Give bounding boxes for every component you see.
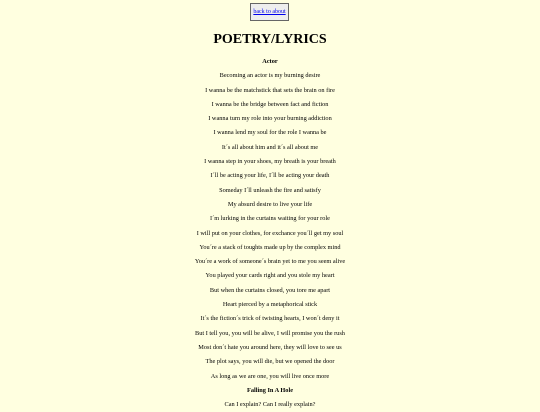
poem-line: You played your cards right and you stole my heart	[205, 272, 335, 280]
poem-line: As long as we are one, you will live once more	[210, 372, 330, 380]
poem-line: I wanna lend my soul for the role I wanna be	[213, 129, 327, 137]
poem-line: Becoming an actor is my burning desire	[219, 72, 321, 80]
poem-line: But I tell you, you will be alive, I will promise you the rush	[195, 329, 345, 337]
back-to-about-button[interactable]: back to about	[250, 3, 289, 21]
poem-line: Most don´t hate you around here, they will love to see us	[198, 343, 342, 351]
poem-line: The plot says, you will die, but we opened the door	[205, 358, 335, 366]
poem-line: Heart pierced by a metaphorical stick	[222, 301, 318, 309]
page-title: POETRY/LYRICS	[213, 32, 327, 47]
poem-line: I wanna step in your shoes, my breath is your breath	[204, 158, 336, 166]
poems-container	[0, 55, 540, 412]
poem-line: I will put on your clothes, for exchance you´ll get my soul	[196, 229, 344, 237]
poem-line: It´s all about him and it´s all about me	[221, 143, 319, 151]
poem-line: I´ll be acting your life, I´ll be acting your death	[210, 172, 330, 180]
poem-line: You´re a work of someone´s brain yet to me you seem alive	[194, 258, 346, 266]
poem-line: You´re a stack of toughts made up by the complex mind	[199, 243, 341, 251]
poem-line: My absurd desire to live your life	[227, 200, 313, 208]
poem-line: I wanna turn my role into your burning addiction	[208, 115, 332, 123]
poem-line: Can I explain? Can I really explain?	[224, 401, 316, 409]
poem-line: I´m lurking in the curtains waiting for your role	[210, 215, 330, 223]
poem-line: I wanna be the bridge between fact and fiction	[211, 100, 329, 108]
poem-line: But when the curtains closed, you tore me apart	[209, 286, 331, 294]
poem-title: Actor	[262, 58, 278, 65]
poem-line: Someday I´ll unleash the fire and satisfy	[219, 186, 321, 194]
poem-line: I wanna be the matchstick that sets the brain on fire	[205, 86, 335, 94]
poem-title: Falling In A Hole	[246, 386, 293, 394]
poem-line: It´s the fiction´s trick of twisting hearts, I won´t deny it	[200, 315, 340, 323]
